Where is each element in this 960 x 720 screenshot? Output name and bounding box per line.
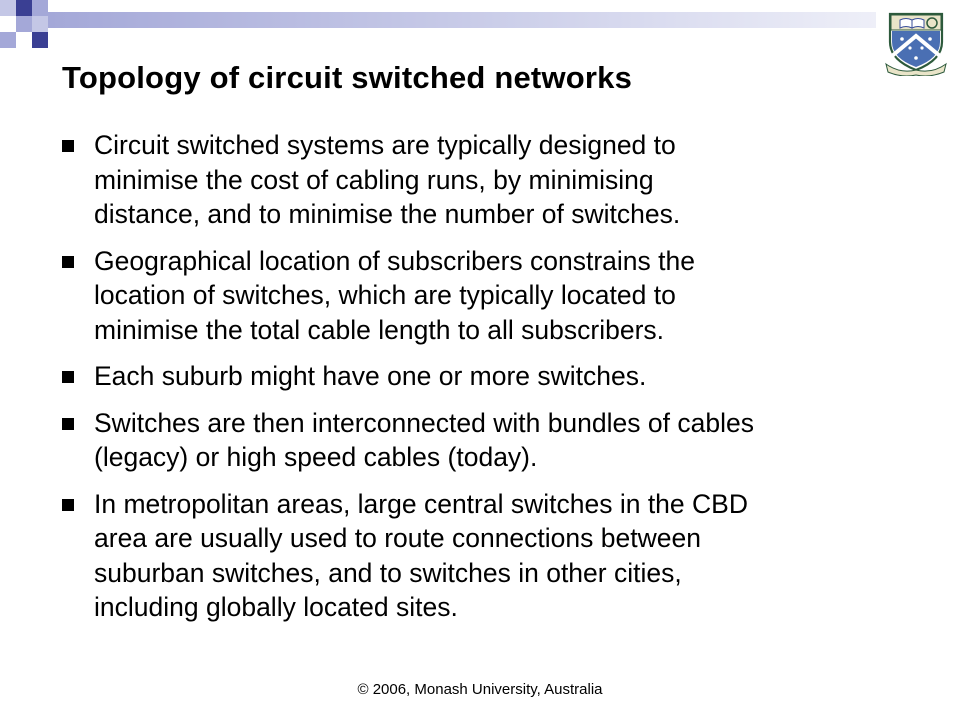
bullet-line: In metropolitan areas, large central switches in the CBD bbox=[94, 488, 748, 519]
bullet-line: Each suburb might have one or more switches. bbox=[94, 361, 647, 391]
square-bullet-icon bbox=[62, 140, 74, 152]
square-bullet-icon bbox=[62, 371, 74, 383]
bullet-item-suburb bbox=[62, 359, 902, 394]
bullet-list bbox=[62, 128, 902, 637]
bullet-line: (legacy) or high speed cables (today). bbox=[94, 442, 538, 472]
bullet-line: Switches are then interconnected with bundles of cables bbox=[94, 407, 754, 438]
square-bullet-icon bbox=[62, 418, 74, 430]
bullet-line: minimise the cost of cabling runs, by minimising bbox=[94, 164, 654, 195]
bullet-line: suburban switches, and to switches in other cities, bbox=[94, 557, 682, 588]
header-gradient-band bbox=[48, 12, 876, 28]
square-bullet-icon bbox=[62, 256, 74, 268]
bullet-item-geography bbox=[62, 244, 902, 348]
bullet-line: including globally located sites. bbox=[94, 592, 458, 622]
footer-copyright: © 2006, Monash University, Australia bbox=[357, 681, 603, 698]
bullet-line: distance, and to minimise the number of switches. bbox=[94, 199, 681, 229]
bullet-line: location of switches, which are typically located to bbox=[94, 280, 676, 310]
slide-title: Topology of circuit switched networks bbox=[62, 60, 633, 95]
bullet-line: Circuit switched systems are typically designed to bbox=[94, 130, 676, 160]
university-crest-icon bbox=[880, 8, 952, 76]
bullet-item-metropolitan bbox=[62, 487, 902, 625]
bullet-line: minimise the total cable length to all subscribers. bbox=[94, 314, 665, 345]
bullet-item-interconnect bbox=[62, 406, 902, 475]
bullet-line: area are usually used to route connections between bbox=[94, 523, 701, 553]
bullet-line: Geographical location of subscribers constrains the bbox=[94, 245, 695, 276]
square-bullet-icon bbox=[62, 499, 74, 511]
decorative-corner-squares bbox=[0, 0, 80, 56]
bullet-item-cabling bbox=[62, 128, 902, 232]
